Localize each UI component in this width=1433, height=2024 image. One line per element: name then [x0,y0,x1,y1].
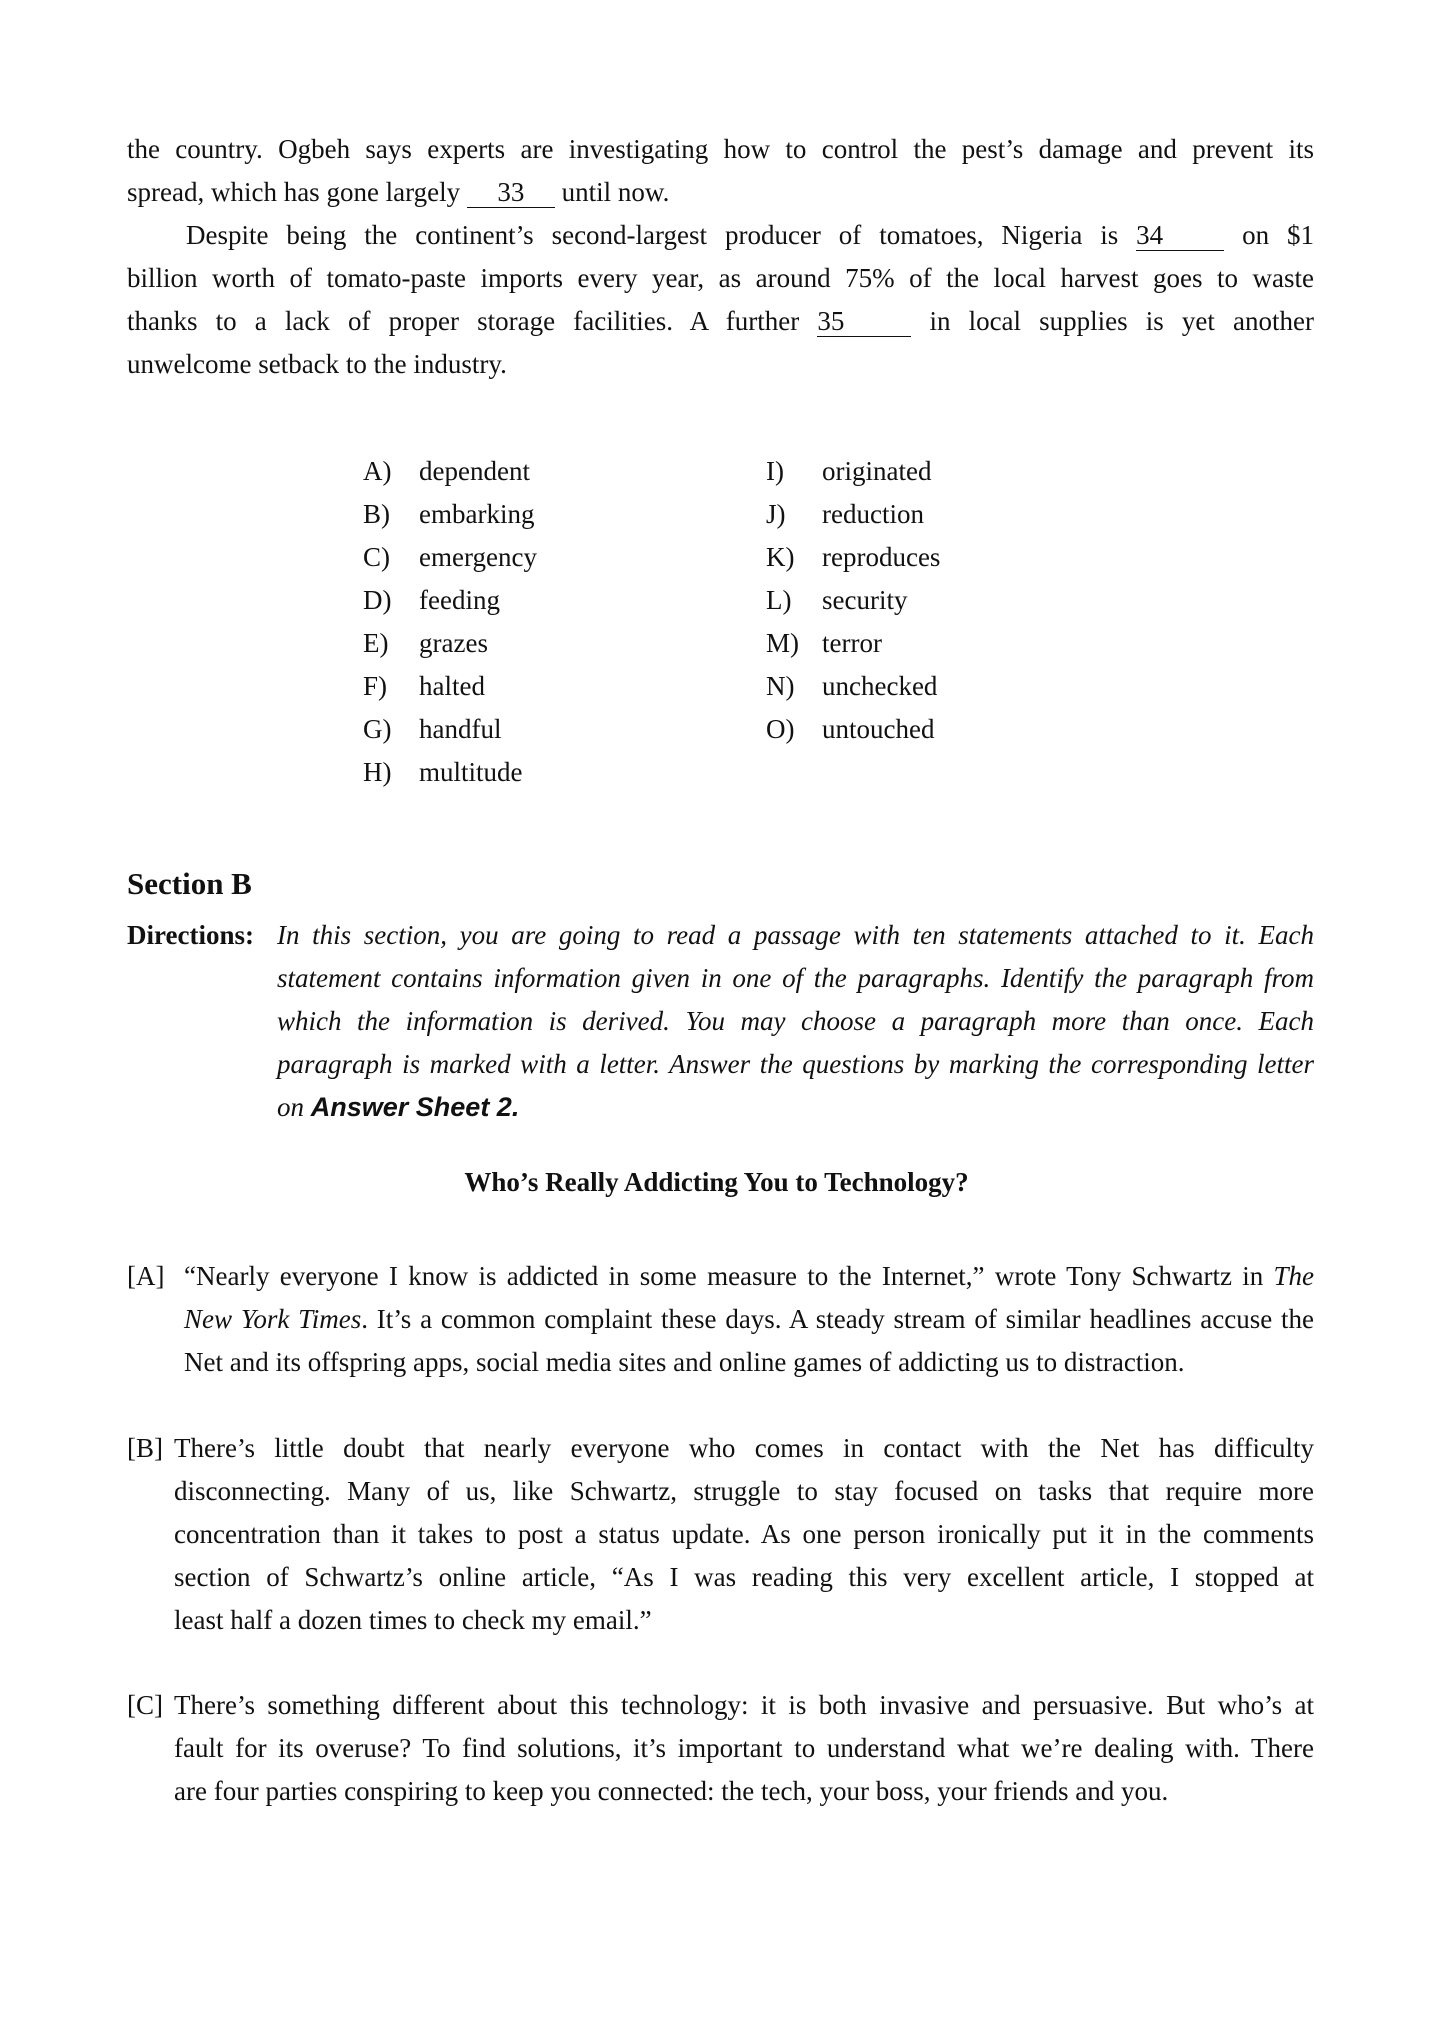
word-option [363,450,537,493]
option-word: embarking [419,499,535,529]
option-letter: J) [766,499,786,529]
paragraph-label-b: [B] [127,1433,163,1463]
option-word: untouched [822,714,935,744]
option-letter: N) [766,671,795,701]
word-option [766,622,940,665]
word-option [766,450,940,493]
option-letter: I) [766,456,784,486]
blank-35: 35 [817,306,911,337]
passage-line-4: billion worth of tomato-paste imports every year, as around 75% of the local harvest goes to waste [127,263,1314,293]
option-letter: L) [766,585,792,615]
newspaper-name: New York Times [184,1304,362,1334]
paragraph-b-line-3: concentration than it takes to post a status update. As one person ironically put it in the comments [174,1519,1314,1549]
option-letter: E) [363,628,389,658]
blank-34: 34 [1136,220,1224,251]
passage-text: thanks to a lack of proper storage facilities. A further [127,306,800,336]
passage-line-6: unwelcome setback to the industry. [127,349,507,379]
paragraph-a-line-2 [184,1298,1314,1341]
option-letter: C) [363,542,390,572]
paragraph-b-line-5: least half a dozen times to check my email.” [174,1605,652,1635]
directions-text: on [277,1092,304,1122]
paragraph-b-line-4: section of Schwartz’s online article, “As I was reading this very excellent article, I stopped at [174,1562,1314,1592]
directions-line-3: which the information is derived. You may choose a paragraph more than once. Each [277,1006,1314,1036]
passage-line-3 [127,214,1314,257]
passage-text: in local supplies is yet another [929,306,1314,336]
option-letter: D) [363,585,392,615]
passage-text: spread, which has gone largely [127,177,461,207]
directions-label: Directions: [127,920,254,950]
option-word: multitude [419,757,523,787]
word-option [363,536,537,579]
word-option [766,536,940,579]
word-option [766,579,940,622]
option-letter: K) [766,542,795,572]
word-bank-right [766,450,940,751]
option-word: feeding [419,585,500,615]
paragraph-label-c: [C] [127,1690,163,1720]
option-word: reproduces [822,542,941,572]
word-option [363,622,537,665]
passage-line-5 [127,300,1314,343]
word-option [766,665,940,708]
paragraph-text: “Nearly everyone I know is addicted in some measure to the Internet,” wrote Tony Schwartz in [184,1261,1264,1291]
option-letter: O) [766,714,795,744]
option-word: emergency [419,542,537,572]
paragraph-c-line-1: There’s something different about this technology: it is both invasive and persuasive. But who’s at [174,1690,1314,1720]
option-word: unchecked [822,671,938,701]
paragraph-a-line-1 [184,1255,1314,1298]
blank-33: 33 [467,177,555,208]
directions-line-4: paragraph is marked with a letter. Answer the questions by marking the corresponding letter [277,1049,1314,1079]
word-option [363,579,537,622]
option-word: originated [822,456,932,486]
passage-text: Despite being the continent’s second-largest producer of tomatoes, Nigeria is [186,220,1119,250]
passage-line-2 [127,171,669,214]
word-option [363,708,537,751]
answer-sheet-label: Answer Sheet 2. [310,1092,520,1122]
passage-text: on $1 [1242,220,1315,250]
passage-text: until now. [561,177,670,207]
word-option [363,665,537,708]
option-letter: B) [363,499,390,529]
paragraph-b-line-2: disconnecting. Many of us, like Schwartz, struggle to stay focused on tasks that require more [174,1476,1314,1506]
paragraph-a-line-3: Net and its offspring apps, social media sites and online games of addicting us to distraction. [184,1347,1185,1377]
newspaper-name: The [1273,1261,1314,1291]
directions-line-5 [277,1086,1314,1129]
paragraph-b-line-1: There’s little doubt that nearly everyone who comes in contact with the Net has difficulty [174,1433,1314,1463]
option-word: halted [419,671,485,701]
paragraph-text: . It’s a common complaint these days. A steady stream of similar headlines accuse the [361,1304,1314,1334]
word-option [363,493,537,536]
passage-line-1: the country. Ogbeh says experts are investigating how to control the pest’s damage and prevent its [127,134,1314,164]
option-letter: H) [363,757,392,787]
article-title: Who’s Really Addicting You to Technology? [464,1167,969,1197]
word-bank-left [363,450,537,794]
directions-line-2: statement contains information given in one of the paragraphs. Identify the paragraph from [277,963,1314,993]
section-title: Section B [127,866,252,901]
word-option [363,751,537,794]
option-word: security [822,585,908,615]
word-option [766,493,940,536]
directions-line-1: In this section, you are going to read a passage with ten statements attached to it. Each [277,920,1314,950]
option-word: handful [419,714,502,744]
paragraph-label-a: [A] [127,1261,165,1291]
option-letter: G) [363,714,392,744]
option-word: reduction [822,499,924,529]
option-letter: A) [363,456,392,486]
option-letter: M) [766,628,799,658]
option-word: terror [822,628,882,658]
word-option [766,708,940,751]
option-word: dependent [419,456,530,486]
paragraph-c-line-2: fault for its overuse? To find solutions, it’s important to understand what we’re dealing with. There [174,1733,1314,1763]
option-word: grazes [419,628,488,658]
paragraph-c-line-3: are four parties conspiring to keep you connected: the tech, your boss, your friends and you. [174,1776,1169,1806]
option-letter: F) [363,671,388,701]
